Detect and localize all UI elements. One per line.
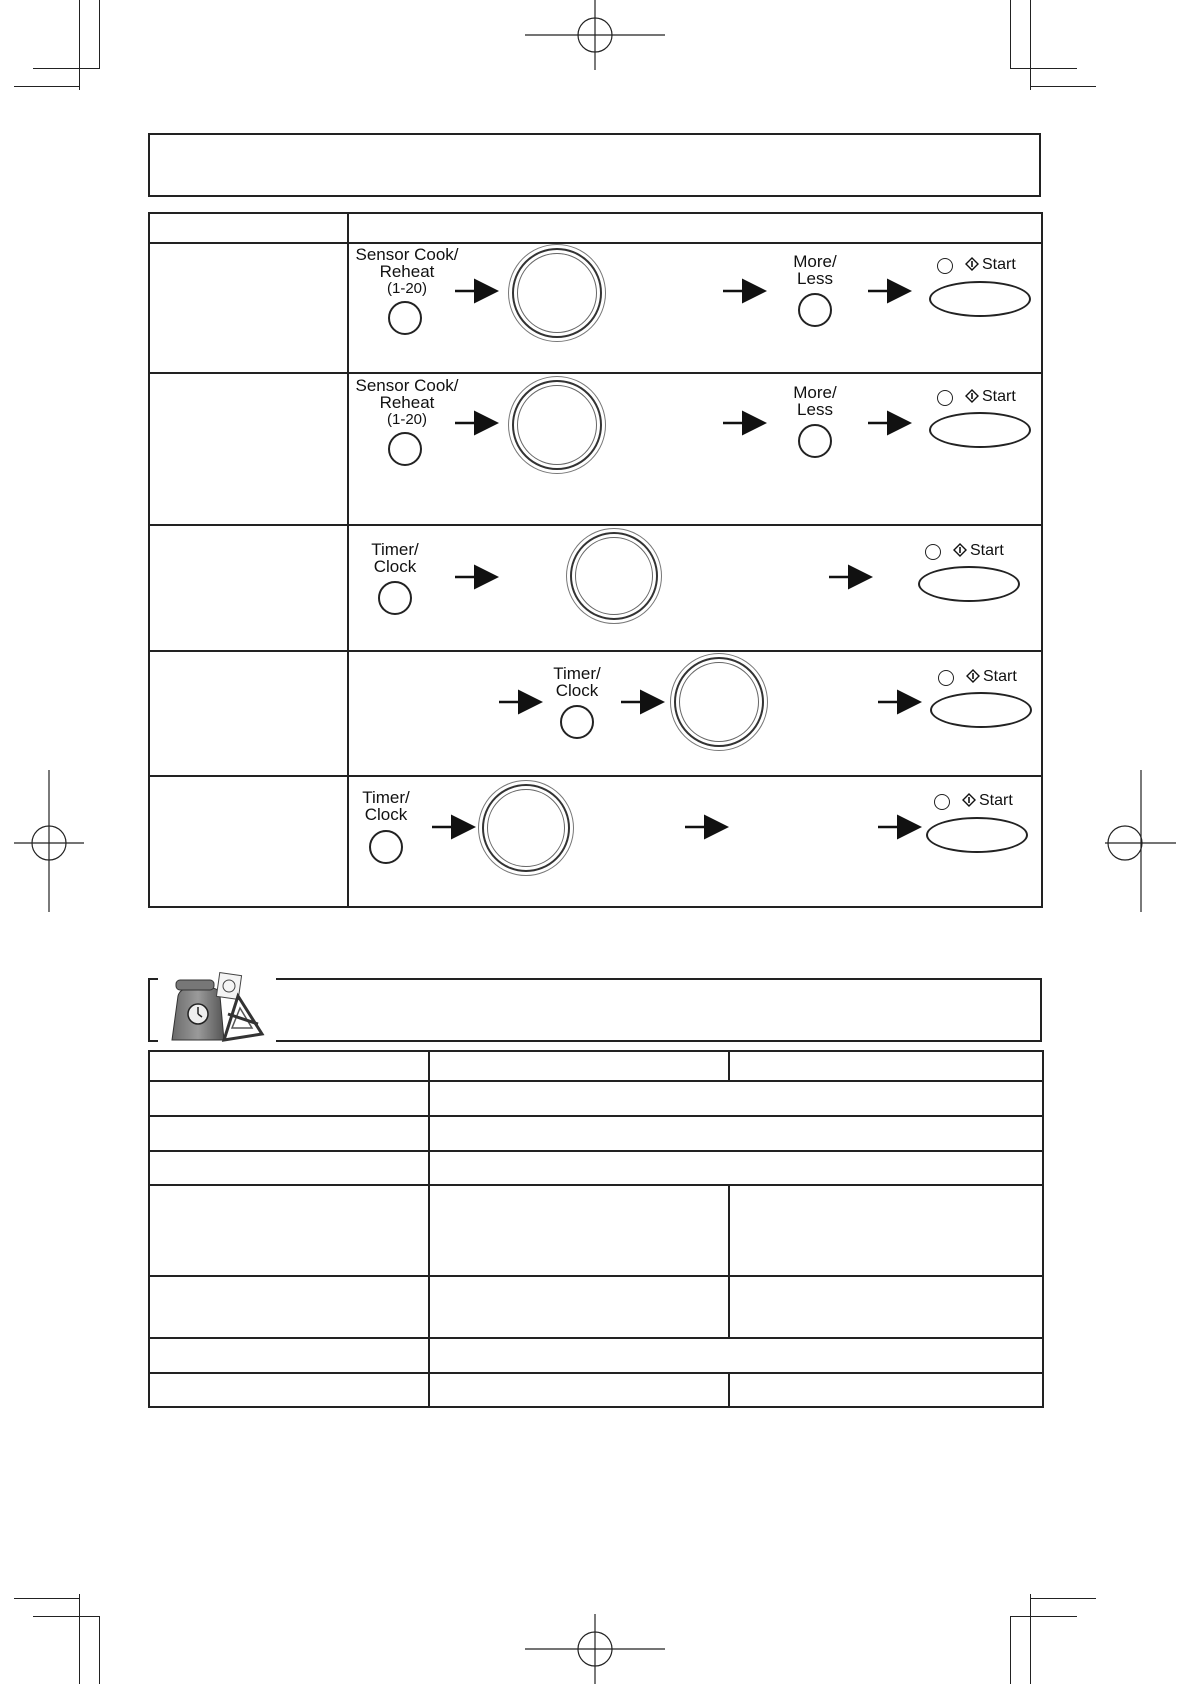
table-row: [149, 1081, 1043, 1116]
timer-clock-button[interactable]: [378, 581, 412, 615]
table-header-row: [149, 1051, 1043, 1081]
start-button[interactable]: [918, 566, 1020, 602]
table-row: [149, 1276, 1043, 1338]
timer-clock-label: Timer/ Clock: [362, 788, 410, 824]
start-button[interactable]: [926, 817, 1028, 853]
start-diamond-icon: [962, 793, 976, 807]
indicator-icon: [937, 390, 953, 406]
start-button[interactable]: [929, 281, 1031, 317]
dial-knob-icon[interactable]: [674, 657, 764, 747]
start-diamond-icon: [965, 257, 979, 271]
indicator-icon: [934, 794, 950, 810]
start-button[interactable]: [929, 412, 1031, 448]
start-label: Start: [965, 257, 1016, 273]
indicator-icon: [937, 258, 953, 274]
section-heading-box-2: [148, 978, 1042, 1042]
start-button[interactable]: [930, 692, 1032, 728]
dial-knob-icon[interactable]: [482, 784, 570, 872]
table-row: [149, 1185, 1043, 1276]
start-diamond-icon: [965, 389, 979, 403]
dial-knob-icon[interactable]: [570, 532, 658, 620]
more-less-button[interactable]: [798, 293, 832, 327]
indicator-icon: [938, 670, 954, 686]
sensor-cook-reheat-button[interactable]: [388, 432, 422, 466]
more-less-label: More/ Less: [793, 252, 837, 288]
timer-clock-button[interactable]: [369, 830, 403, 864]
start-diamond-icon: [953, 543, 967, 557]
more-less-label: More/ Less: [793, 383, 837, 419]
timer-clock-button[interactable]: [560, 705, 594, 739]
table-row: [149, 1116, 1043, 1151]
sensor-cook-label: Sensor Cook/ Reheat (1-20): [355, 376, 459, 428]
timer-clock-label: Timer/ Clock: [553, 664, 601, 700]
more-less-button[interactable]: [798, 424, 832, 458]
start-label: Start: [965, 389, 1016, 405]
start-label: Start: [962, 793, 1013, 809]
dial-knob-icon[interactable]: [512, 380, 602, 470]
table-row: [149, 1338, 1043, 1373]
table-row: [149, 1373, 1043, 1407]
indicator-icon: [925, 544, 941, 560]
sensor-cook-reheat-button[interactable]: [388, 301, 422, 335]
timer-clock-label: Timer/ Clock: [371, 540, 419, 576]
sensor-cook-label: Sensor Cook/ Reheat (1-20): [355, 245, 459, 297]
dial-knob-icon[interactable]: [512, 248, 602, 338]
start-label: Start: [966, 669, 1017, 685]
table-row: [149, 1151, 1043, 1185]
kitchen-timer-icon: [158, 966, 276, 1048]
start-label: Start: [953, 543, 1004, 559]
specifications-table: [148, 1050, 1044, 1408]
start-diamond-icon: [966, 669, 980, 683]
